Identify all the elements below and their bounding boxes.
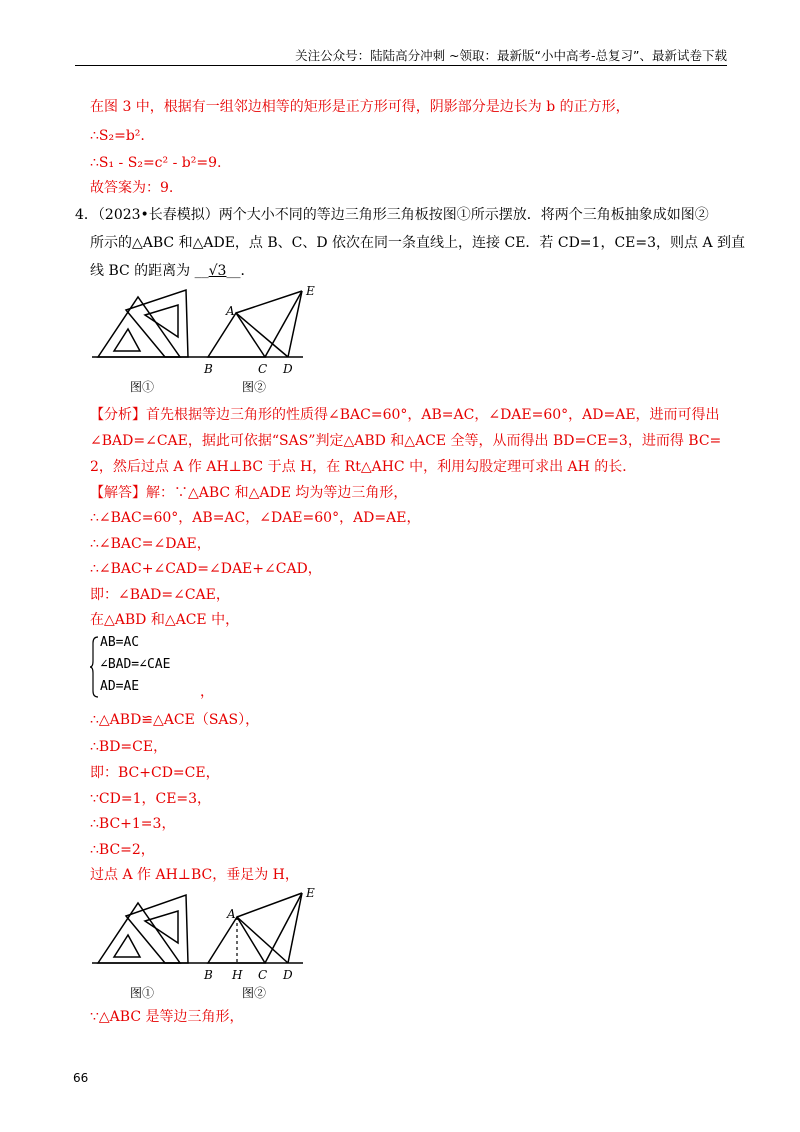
solution-line3: ∴∠BAC=∠DAE， [90, 536, 211, 552]
label-C: C [258, 968, 268, 982]
label-E: E [306, 886, 315, 900]
solution-figure [90, 885, 320, 1003]
caption-fig2: 图② [242, 986, 267, 1000]
solution-line6: 在△ABD 和△ACE 中， [90, 612, 240, 628]
problem-line3-suffix: __． [226, 263, 255, 279]
label-A: A [227, 907, 236, 921]
label-D: D [283, 968, 293, 982]
prev-solution-line3: ∴S₁ - S₂=c² - b²=9. [90, 155, 222, 171]
problem-line3-prefix: 线 BC 的距离为 __ [90, 263, 209, 279]
solution-line10: ∵CD=1，CE=3， [90, 791, 212, 807]
solution-line5: 即：∠BAD=∠CAE， [90, 587, 230, 603]
congruence-conditions [90, 635, 210, 701]
caption-fig1: 图① [130, 986, 155, 1000]
solution-line7: ∴△ABD≌△ACE（SAS）， [90, 712, 260, 728]
label-E: E [306, 285, 315, 298]
page-header: 关注公众号：陆陆高分冲刺 ~领取：最新版“小中高考-总复习”、最新试卷下载 [295, 48, 727, 63]
solution-line11: ∴BC+1=3， [90, 816, 176, 832]
label-D: D [283, 362, 293, 376]
label-A: A [226, 304, 235, 318]
analysis-line1: 【分析】首先根据等边三角形的性质得∠BAC=60°，AB=AC，∠DAE=60°，AD=AE，进而可得出 [90, 407, 720, 423]
label-C: C [258, 362, 268, 376]
solution-line13: 过点 A 作 AH⊥BC，垂足为 H， [90, 867, 299, 883]
solution-line4: ∴∠BAC+∠CAD=∠DAE+∠CAD， [90, 561, 322, 577]
solution-line2: ∴∠BAC=60°，AB=AC，∠DAE=60°，AD=AE， [90, 510, 421, 526]
prev-solution-answer: 故答案为：9. [90, 180, 174, 196]
problem-statement-line2: 所示的△ABC 和△ADE，点 B、C、D 依次在同一条直线上，连接 CE．若 CD=1，CE=3，则点 A 到直 [90, 235, 746, 251]
problem-figure [90, 285, 320, 400]
caption-fig2: 图② [242, 380, 267, 394]
problem-statement-line1: 4．（2023•长春模拟）两个大小不同的等边三角形三角板按图①所示摆放．将两个三角板抽象成如图② [75, 207, 709, 223]
solution-line8: ∴BD=CE， [90, 739, 168, 755]
prev-solution-line1: 在图 3 中，根据有一组邻边相等的矩形是正方形可得，阴影部分是边长为 b 的正方形， [90, 99, 630, 115]
condition-2: ∠BAD=∠CAE [100, 657, 171, 672]
solution-line1: 【解答】解：∵△ABC 和△ADE 均为等边三角形， [90, 485, 408, 501]
brace-comma: ， [200, 684, 214, 700]
label-B: B [204, 362, 213, 376]
page-number: 66 [73, 1071, 89, 1085]
solution-line12: ∴BC=2， [90, 842, 155, 858]
header-divider [75, 65, 727, 66]
caption-fig1: 图① [130, 380, 155, 394]
analysis-line2: ∠BAD=∠CAE，据此可依据“SAS”判定△ABD 和△ACE 全等，从而得出 BD=CE=3，进而得 BC= [90, 433, 722, 449]
condition-3: AD=AE [100, 679, 140, 694]
analysis-line3: 2，然后过点 A 作 AH⊥BC 于点 H，在 Rt△AHC 中，利用勾股定理可求出 AH 的长． [90, 459, 637, 475]
label-H: H [232, 968, 243, 982]
solution-line14: ∵△ABC 是等边三角形， [90, 1009, 244, 1025]
problem-answer: √3 [208, 263, 227, 279]
prev-solution-line2: ∴S₂=b². [90, 128, 145, 144]
left-brace-icon [90, 635, 100, 699]
problem-statement-line3 [90, 261, 254, 281]
condition-1: AB=AC [100, 635, 140, 650]
solution-line9: 即：BC+CD=CE， [90, 765, 220, 781]
label-B: B [204, 968, 213, 982]
